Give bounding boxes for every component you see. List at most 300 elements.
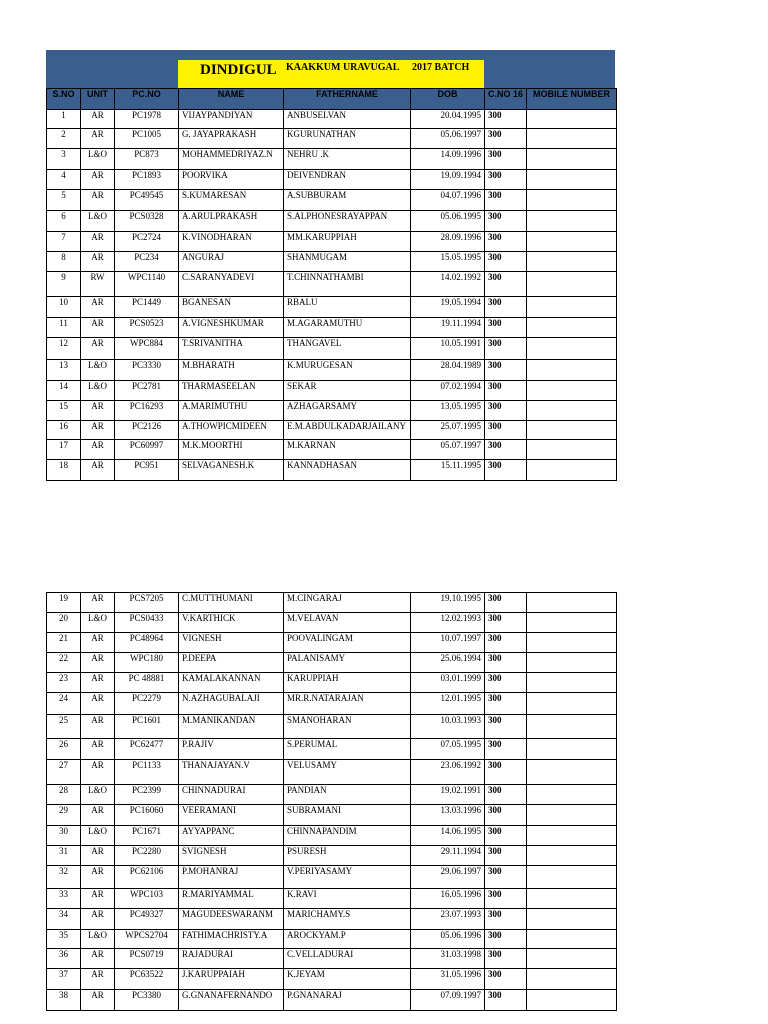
col-fathername: FATHERNAME [284, 89, 411, 110]
cell-dob: 23.07.1993 [411, 909, 485, 930]
cell-mobile [527, 673, 617, 693]
table-row [47, 297, 617, 318]
cell-pcno: PC1893 [115, 170, 179, 190]
cell-cno: 300 [485, 613, 527, 633]
cell-fathername: AROCKYAM.P [284, 930, 411, 949]
cell-mobile [527, 969, 617, 990]
table-row [47, 826, 617, 846]
cell-name: P.DEEPA [179, 653, 284, 673]
cell-name: C.MUTTHUMANI [179, 593, 284, 613]
cell-dob: 19.09.1994 [411, 170, 485, 190]
cell-cno: 300 [485, 949, 527, 969]
cell-sno: 1 [47, 110, 81, 129]
cell-sno: 26 [47, 739, 81, 760]
cell-mobile [527, 421, 617, 440]
cell-pcno: PCS0433 [115, 613, 179, 633]
cell-mobile [527, 930, 617, 949]
cell-dob: 20.04.1995 [411, 110, 485, 129]
cell-unit: AR [81, 805, 115, 826]
cell-dob: 12.01.1995 [411, 693, 485, 715]
col-pcno: PC.NO [115, 89, 179, 110]
cell-fathername: E.M.ABDULKADARJAILANY [284, 421, 411, 440]
cell-sno: 37 [47, 969, 81, 990]
cell-unit: L&O [81, 360, 115, 381]
cell-mobile [527, 401, 617, 421]
cell-cno: 300 [485, 440, 527, 460]
cell-fathername: AZHAGARSAMY [284, 401, 411, 421]
cell-name: SELVAGANESH.K [179, 460, 284, 481]
cell-fathername: K.MURUGESAN [284, 360, 411, 381]
cell-name: A.THOWPICMIDEEN [179, 421, 284, 440]
cell-mobile [527, 338, 617, 360]
cell-dob: 15.05.1995 [411, 252, 485, 272]
cell-cno: 300 [485, 232, 527, 252]
cell-dob: 05.06.1996 [411, 930, 485, 949]
cell-dob: 10.03.1993 [411, 715, 485, 739]
cell-unit: AR [81, 593, 115, 613]
cell-unit: L&O [81, 381, 115, 401]
table-row [47, 421, 617, 440]
cell-fathername: S.PERUMAL [284, 739, 411, 760]
cell-fathername: S.ALPHONESRAYAPPAN [284, 211, 411, 232]
cell-cno: 300 [485, 760, 527, 785]
cell-pcno: PC2724 [115, 232, 179, 252]
cell-pcno: PC16293 [115, 401, 179, 421]
table-row [47, 170, 617, 190]
table-row [47, 252, 617, 272]
cell-mobile [527, 693, 617, 715]
cell-fathername: MARICHAMY.S [284, 909, 411, 930]
cell-dob: 13.05.1995 [411, 401, 485, 421]
cell-fathername: PALANISAMY [284, 653, 411, 673]
cell-sno: 3 [47, 149, 81, 170]
cell-mobile [527, 846, 617, 866]
cell-pcno: PC2399 [115, 785, 179, 805]
col-cno: C.NO 16 [485, 89, 527, 110]
cell-mobile [527, 909, 617, 930]
cell-cno: 300 [485, 909, 527, 930]
cell-sno: 4 [47, 170, 81, 190]
cell-unit: AR [81, 653, 115, 673]
cell-mobile [527, 949, 617, 969]
cell-sno: 36 [47, 949, 81, 969]
cell-sno: 16 [47, 421, 81, 440]
cell-dob: 14.02.1992 [411, 272, 485, 297]
cell-mobile [527, 252, 617, 272]
cell-unit: AR [81, 129, 115, 149]
cell-name: AYYAPPANC [179, 826, 284, 846]
cell-fathername: A.SUBBURAM [284, 190, 411, 211]
cell-sno: 28 [47, 785, 81, 805]
table-row [47, 653, 617, 673]
cell-cno: 300 [485, 715, 527, 739]
cell-fathername: C.VELLADURAI [284, 949, 411, 969]
col-sno: S.NO [47, 89, 81, 110]
table-row [47, 805, 617, 826]
cell-cno: 300 [485, 401, 527, 421]
cell-dob: 07.05.1995 [411, 739, 485, 760]
cell-sno: 21 [47, 633, 81, 653]
cell-fathername: NEHRU .K [284, 149, 411, 170]
cell-mobile [527, 110, 617, 129]
cell-sno: 38 [47, 990, 81, 1011]
cell-cno: 300 [485, 785, 527, 805]
cell-sno: 25 [47, 715, 81, 739]
cell-sno: 9 [47, 272, 81, 297]
table-row [47, 673, 617, 693]
cell-mobile [527, 190, 617, 211]
cell-pcno: WPCS2704 [115, 930, 179, 949]
cell-pcno: PC63522 [115, 969, 179, 990]
cell-cno: 300 [485, 149, 527, 170]
cell-unit: L&O [81, 930, 115, 949]
cell-cno: 300 [485, 297, 527, 318]
cell-unit: L&O [81, 149, 115, 170]
cell-name: P.RAJIV [179, 739, 284, 760]
cell-sno: 33 [47, 889, 81, 909]
cell-name: V.KARTHICK [179, 613, 284, 633]
cell-fathername: M.KARNAN [284, 440, 411, 460]
cell-dob: 10.07.1997 [411, 633, 485, 653]
cell-pcno: PCS0523 [115, 318, 179, 338]
cell-sno: 12 [47, 338, 81, 360]
cell-unit: AR [81, 633, 115, 653]
cell-pcno: PCS0719 [115, 949, 179, 969]
cell-fathername: PANDIAN [284, 785, 411, 805]
cell-cno: 300 [485, 693, 527, 715]
cell-unit: AR [81, 110, 115, 129]
cell-name: M.BHARATH [179, 360, 284, 381]
cell-cno: 300 [485, 318, 527, 338]
cell-dob: 05.07.1997 [411, 440, 485, 460]
cell-pcno: PC62477 [115, 739, 179, 760]
cell-dob: 13.03.1996 [411, 805, 485, 826]
cell-pcno: PC951 [115, 460, 179, 481]
cell-fathername: KANNADHASAN [284, 460, 411, 481]
cell-unit: AR [81, 949, 115, 969]
cell-pcno: PC16060 [115, 805, 179, 826]
cell-sno: 8 [47, 252, 81, 272]
cell-mobile [527, 297, 617, 318]
cell-pcno: PC2280 [115, 846, 179, 866]
cell-dob: 28.09.1996 [411, 232, 485, 252]
cell-name: G. JAYAPRAKASH [179, 129, 284, 149]
cell-pcno: WPC884 [115, 338, 179, 360]
cell-dob: 07.09.1997 [411, 990, 485, 1011]
cell-pcno: PC 48881 [115, 673, 179, 693]
cell-name: P.MOHANRAJ [179, 866, 284, 889]
cell-cno: 300 [485, 739, 527, 760]
cell-pcno: PC3380 [115, 990, 179, 1011]
cell-fathername: KARUPPIAH [284, 673, 411, 693]
cell-dob: 19.10.1995 [411, 593, 485, 613]
cell-pcno: PC234 [115, 252, 179, 272]
cell-name: FATHIMACHRISTY.A [179, 930, 284, 949]
cell-cno: 300 [485, 653, 527, 673]
cell-unit: AR [81, 673, 115, 693]
cell-dob: 31.05.1996 [411, 969, 485, 990]
cell-name: T.SRIVANITHA [179, 338, 284, 360]
cell-name: A.ARULPRAKASH [179, 211, 284, 232]
cell-name: A.VIGNESHKUMAR [179, 318, 284, 338]
cell-unit: AR [81, 421, 115, 440]
cell-mobile [527, 129, 617, 149]
cell-sno: 15 [47, 401, 81, 421]
cell-mobile [527, 866, 617, 889]
cell-cno: 300 [485, 460, 527, 481]
table-row [47, 846, 617, 866]
cell-pcno: PC1671 [115, 826, 179, 846]
cell-dob: 14.06.1995 [411, 826, 485, 846]
cell-dob: 19.11.1994 [411, 318, 485, 338]
cell-pcno: PC1005 [115, 129, 179, 149]
table-row [47, 693, 617, 715]
table-row [47, 866, 617, 889]
title-batch: 2017 BATCH [412, 62, 470, 73]
cell-sno: 14 [47, 381, 81, 401]
cell-sno: 19 [47, 593, 81, 613]
cell-mobile [527, 381, 617, 401]
cell-cno: 300 [485, 633, 527, 653]
cell-dob: 14.09.1996 [411, 149, 485, 170]
cell-dob: 23.06.1992 [411, 760, 485, 785]
cell-name: RAJADURAI [179, 949, 284, 969]
cell-unit: AR [81, 440, 115, 460]
cell-cno: 300 [485, 593, 527, 613]
cell-name: C.SARANYADEVI [179, 272, 284, 297]
table-row [47, 613, 617, 633]
cell-mobile [527, 653, 617, 673]
title-scheme: KAAKKUM URAVUGAL [286, 62, 400, 73]
cell-dob: 04.07.1996 [411, 190, 485, 211]
cell-name: SVIGNESH [179, 846, 284, 866]
cell-fathername: RBALU [284, 297, 411, 318]
cell-mobile [527, 785, 617, 805]
cell-mobile [527, 318, 617, 338]
cell-sno: 32 [47, 866, 81, 889]
cell-sno: 13 [47, 360, 81, 381]
cell-mobile [527, 272, 617, 297]
cell-name: MAGUDEESWARANM [179, 909, 284, 930]
cell-pcno: PC60997 [115, 440, 179, 460]
cell-cno: 300 [485, 338, 527, 360]
cell-unit: L&O [81, 785, 115, 805]
cell-name: VIGNESH [179, 633, 284, 653]
cell-mobile [527, 805, 617, 826]
col-mobile: MOBILE NUMBER [527, 89, 617, 110]
table-row [47, 930, 617, 949]
cell-name: BGANESAN [179, 297, 284, 318]
cell-sno: 27 [47, 760, 81, 785]
cell-cno: 300 [485, 866, 527, 889]
cell-name: M.K.MOORTHI [179, 440, 284, 460]
cell-unit: AR [81, 846, 115, 866]
table-row [47, 739, 617, 760]
cell-cno: 300 [485, 381, 527, 401]
cell-pcno: PCS0328 [115, 211, 179, 232]
cell-dob: 03.01.1999 [411, 673, 485, 693]
cell-dob: 15.11.1995 [411, 460, 485, 481]
cell-fathername: SUBRAMANI [284, 805, 411, 826]
cell-pcno: PC1601 [115, 715, 179, 739]
cell-fathername: DEIVENDRAN [284, 170, 411, 190]
table-row [47, 990, 617, 1011]
table-row [47, 949, 617, 969]
cell-name: G.GNANAFERNANDO [179, 990, 284, 1011]
cell-pcno: PC62106 [115, 866, 179, 889]
cell-name: N.AZHAGUBALAJI [179, 693, 284, 715]
col-unit: UNIT [81, 89, 115, 110]
cell-unit: AR [81, 338, 115, 360]
cell-dob: 19.05.1994 [411, 297, 485, 318]
table-row [47, 785, 617, 805]
table-row [47, 593, 617, 613]
cell-mobile [527, 715, 617, 739]
cell-name: K.VINODHARAN [179, 232, 284, 252]
cell-fathername: K.JEYAM [284, 969, 411, 990]
cell-unit: AR [81, 693, 115, 715]
cell-sno: 2 [47, 129, 81, 149]
cell-fathername: POOVALINGAM [284, 633, 411, 653]
cell-fathername: MM.KARUPPIAH [284, 232, 411, 252]
cell-name: VIJAYPANDIYAN [179, 110, 284, 129]
cell-mobile [527, 760, 617, 785]
cell-sno: 18 [47, 460, 81, 481]
cell-fathername: M.CINGARAJ [284, 593, 411, 613]
cell-name: THANAJAYAN.V [179, 760, 284, 785]
cell-pcno: PC3330 [115, 360, 179, 381]
cell-cno: 300 [485, 846, 527, 866]
cell-dob: 12.02.1993 [411, 613, 485, 633]
cell-mobile [527, 633, 617, 653]
table-row [47, 338, 617, 360]
cell-fathername: CHINNAPANDIM [284, 826, 411, 846]
cell-dob: 31.03.1998 [411, 949, 485, 969]
cell-pcno: PC1978 [115, 110, 179, 129]
cell-name: KAMALAKANNAN [179, 673, 284, 693]
cell-cno: 300 [485, 190, 527, 211]
cell-fathername: MR.R.NATARAJAN [284, 693, 411, 715]
cell-cno: 300 [485, 360, 527, 381]
cell-name: CHINNADURAI [179, 785, 284, 805]
cell-unit: AR [81, 760, 115, 785]
cell-dob: 07.02.1994 [411, 381, 485, 401]
cell-fathername: SEKAR [284, 381, 411, 401]
cell-mobile [527, 360, 617, 381]
cell-sno: 24 [47, 693, 81, 715]
cell-cno: 300 [485, 990, 527, 1011]
cell-sno: 6 [47, 211, 81, 232]
cell-sno: 20 [47, 613, 81, 633]
roster-table-top [46, 88, 617, 481]
cell-pcno: PCS7205 [115, 593, 179, 613]
cell-unit: AR [81, 170, 115, 190]
cell-dob: 25.06.1994 [411, 653, 485, 673]
cell-fathername: ANBUSELVAN [284, 110, 411, 129]
cell-name: POORVIKA [179, 170, 284, 190]
table-row [47, 760, 617, 785]
cell-unit: RW [81, 272, 115, 297]
cell-sno: 11 [47, 318, 81, 338]
cell-pcno: WPC103 [115, 889, 179, 909]
cell-sno: 34 [47, 909, 81, 930]
cell-cno: 300 [485, 170, 527, 190]
cell-unit: AR [81, 401, 115, 421]
cell-pcno: PC2781 [115, 381, 179, 401]
cell-sno: 30 [47, 826, 81, 846]
cell-sno: 23 [47, 673, 81, 693]
col-dob: DOB [411, 89, 485, 110]
cell-cno: 300 [485, 421, 527, 440]
cell-cno: 300 [485, 272, 527, 297]
cell-name: A.MARIMUTHU [179, 401, 284, 421]
cell-mobile [527, 990, 617, 1011]
table-row [47, 360, 617, 381]
cell-mobile [527, 826, 617, 846]
cell-name: VEERAMANI [179, 805, 284, 826]
cell-unit: AR [81, 232, 115, 252]
cell-dob: 29.11.1994 [411, 846, 485, 866]
cell-fathername: SHANMUGAM [284, 252, 411, 272]
cell-mobile [527, 613, 617, 633]
header-row [47, 89, 617, 110]
cell-cno: 300 [485, 969, 527, 990]
table-row [47, 149, 617, 170]
table-row [47, 633, 617, 653]
cell-unit: AR [81, 990, 115, 1011]
cell-fathername: VELUSAMY [284, 760, 411, 785]
cell-dob: 05.06.1997 [411, 129, 485, 149]
cell-mobile [527, 232, 617, 252]
cell-fathername: KGURUNATHAN [284, 129, 411, 149]
cell-unit: AR [81, 252, 115, 272]
cell-unit: AR [81, 460, 115, 481]
cell-sno: 22 [47, 653, 81, 673]
cell-pcno: WPC180 [115, 653, 179, 673]
cell-unit: AR [81, 909, 115, 930]
roster-table-bottom [46, 592, 617, 1011]
title-district: DINDIGUL [200, 62, 277, 78]
cell-unit: AR [81, 297, 115, 318]
table-row [47, 129, 617, 149]
cell-mobile [527, 440, 617, 460]
cell-unit: AR [81, 715, 115, 739]
table-row [47, 909, 617, 930]
cell-mobile [527, 460, 617, 481]
table-row [47, 401, 617, 421]
cell-unit: L&O [81, 211, 115, 232]
cell-dob: 28.04.1989 [411, 360, 485, 381]
table-row [47, 232, 617, 252]
cell-cno: 300 [485, 252, 527, 272]
cell-fathername: T.CHINNATHAMBI [284, 272, 411, 297]
cell-unit: L&O [81, 826, 115, 846]
cell-dob: 16.05.1996 [411, 889, 485, 909]
table-row [47, 889, 617, 909]
cell-sno: 7 [47, 232, 81, 252]
cell-sno: 17 [47, 440, 81, 460]
cell-sno: 10 [47, 297, 81, 318]
cell-name: M.MANIKANDAN [179, 715, 284, 739]
cell-cno: 300 [485, 211, 527, 232]
cell-dob: 05.06.1995 [411, 211, 485, 232]
cell-name: MOHAMMEDRIYAZ.N [179, 149, 284, 170]
cell-name: J.KARUPPAIAH [179, 969, 284, 990]
cell-mobile [527, 211, 617, 232]
cell-dob: 29.06.1997 [411, 866, 485, 889]
cell-unit: L&O [81, 613, 115, 633]
cell-unit: AR [81, 969, 115, 990]
